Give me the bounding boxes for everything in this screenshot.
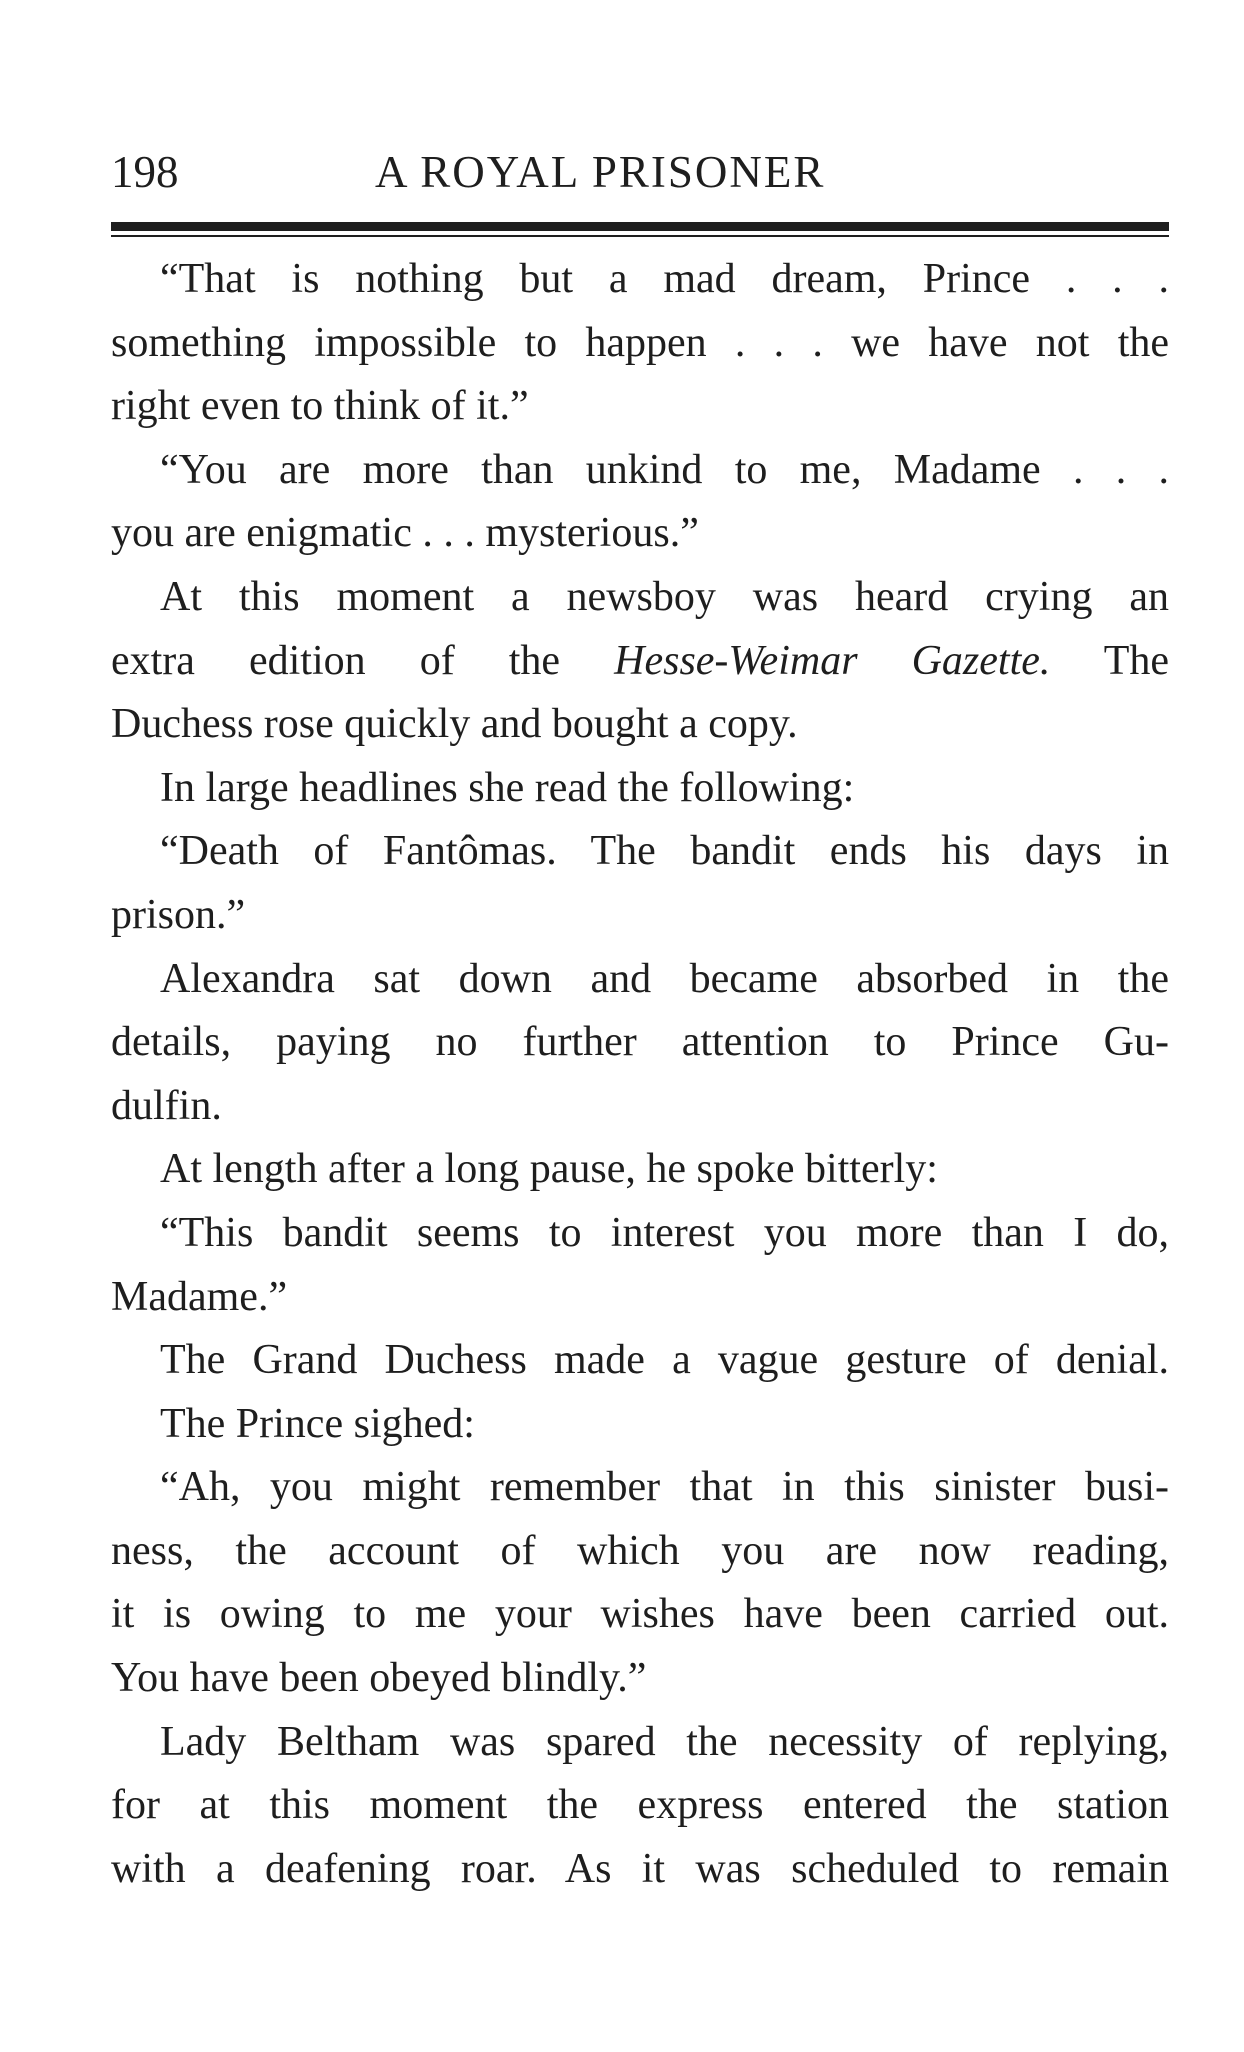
text-line: Duchess rose quickly and bought a copy. xyxy=(111,701,798,748)
text-line: ness, the account of which you are now reading, xyxy=(111,1527,1169,1574)
text-line: The Prince sighed: xyxy=(160,1400,475,1447)
text-line: something impossible to happen . . . we have not the xyxy=(111,319,1169,366)
text-line: “You are more than unkind to me, Madame . . . xyxy=(160,446,1169,493)
text-line: At length after a long pause, he spoke bitterly: xyxy=(160,1146,938,1193)
header-rule-thick xyxy=(111,222,1169,231)
text-line: “This bandit seems to interest you more than I do, xyxy=(160,1209,1169,1256)
text-line: with a deafening roar. As it was scheduled to remain xyxy=(111,1845,1169,1892)
text-line: “Ah, you might remember that in this sinister busi- xyxy=(160,1464,1169,1511)
text-line: details, paying no further attention to Prince Gu- xyxy=(111,1019,1169,1066)
text-line: you are enigmatic . . . mysterious.” xyxy=(111,510,699,557)
text-line: You have been obeyed blindly.” xyxy=(111,1655,647,1702)
running-title: A ROYAL PRISONER xyxy=(375,147,826,197)
text-line-with-italic xyxy=(111,630,1169,694)
text-line: “Death of Fantômas. The bandit ends his days in xyxy=(160,828,1169,875)
text-fragment: extra edition of the xyxy=(111,637,561,684)
page-number: 198 xyxy=(111,147,179,197)
body-text xyxy=(111,248,1169,1901)
newspaper-title: Hesse-Weimar Gazette. xyxy=(614,637,1051,684)
text-line: it is owing to me your wishes have been carried out. xyxy=(111,1591,1169,1638)
text-line: The Grand Duchess made a vague gesture of denial. xyxy=(160,1337,1169,1384)
text-line: Lady Beltham was spared the necessity of replying, xyxy=(160,1718,1169,1765)
text-line: “That is nothing but a mad dream, Prince . . . xyxy=(160,256,1169,302)
text-line: At this moment a newsboy was heard crying an xyxy=(160,573,1169,620)
text-line: right even to think of it.” xyxy=(111,383,529,430)
text-line: dulfin. xyxy=(111,1082,222,1129)
text-line: prison.” xyxy=(111,891,246,938)
text-line: In large headlines she read the following: xyxy=(160,764,855,811)
text-line: Madame.” xyxy=(111,1273,288,1320)
running-head xyxy=(111,142,1169,202)
text-fragment: The xyxy=(1103,637,1169,684)
text-line: Alexandra sat down and became absorbed in the xyxy=(160,955,1169,1002)
header-rule-thin xyxy=(111,235,1169,237)
text-line: for at this moment the express entered the station xyxy=(111,1782,1169,1829)
